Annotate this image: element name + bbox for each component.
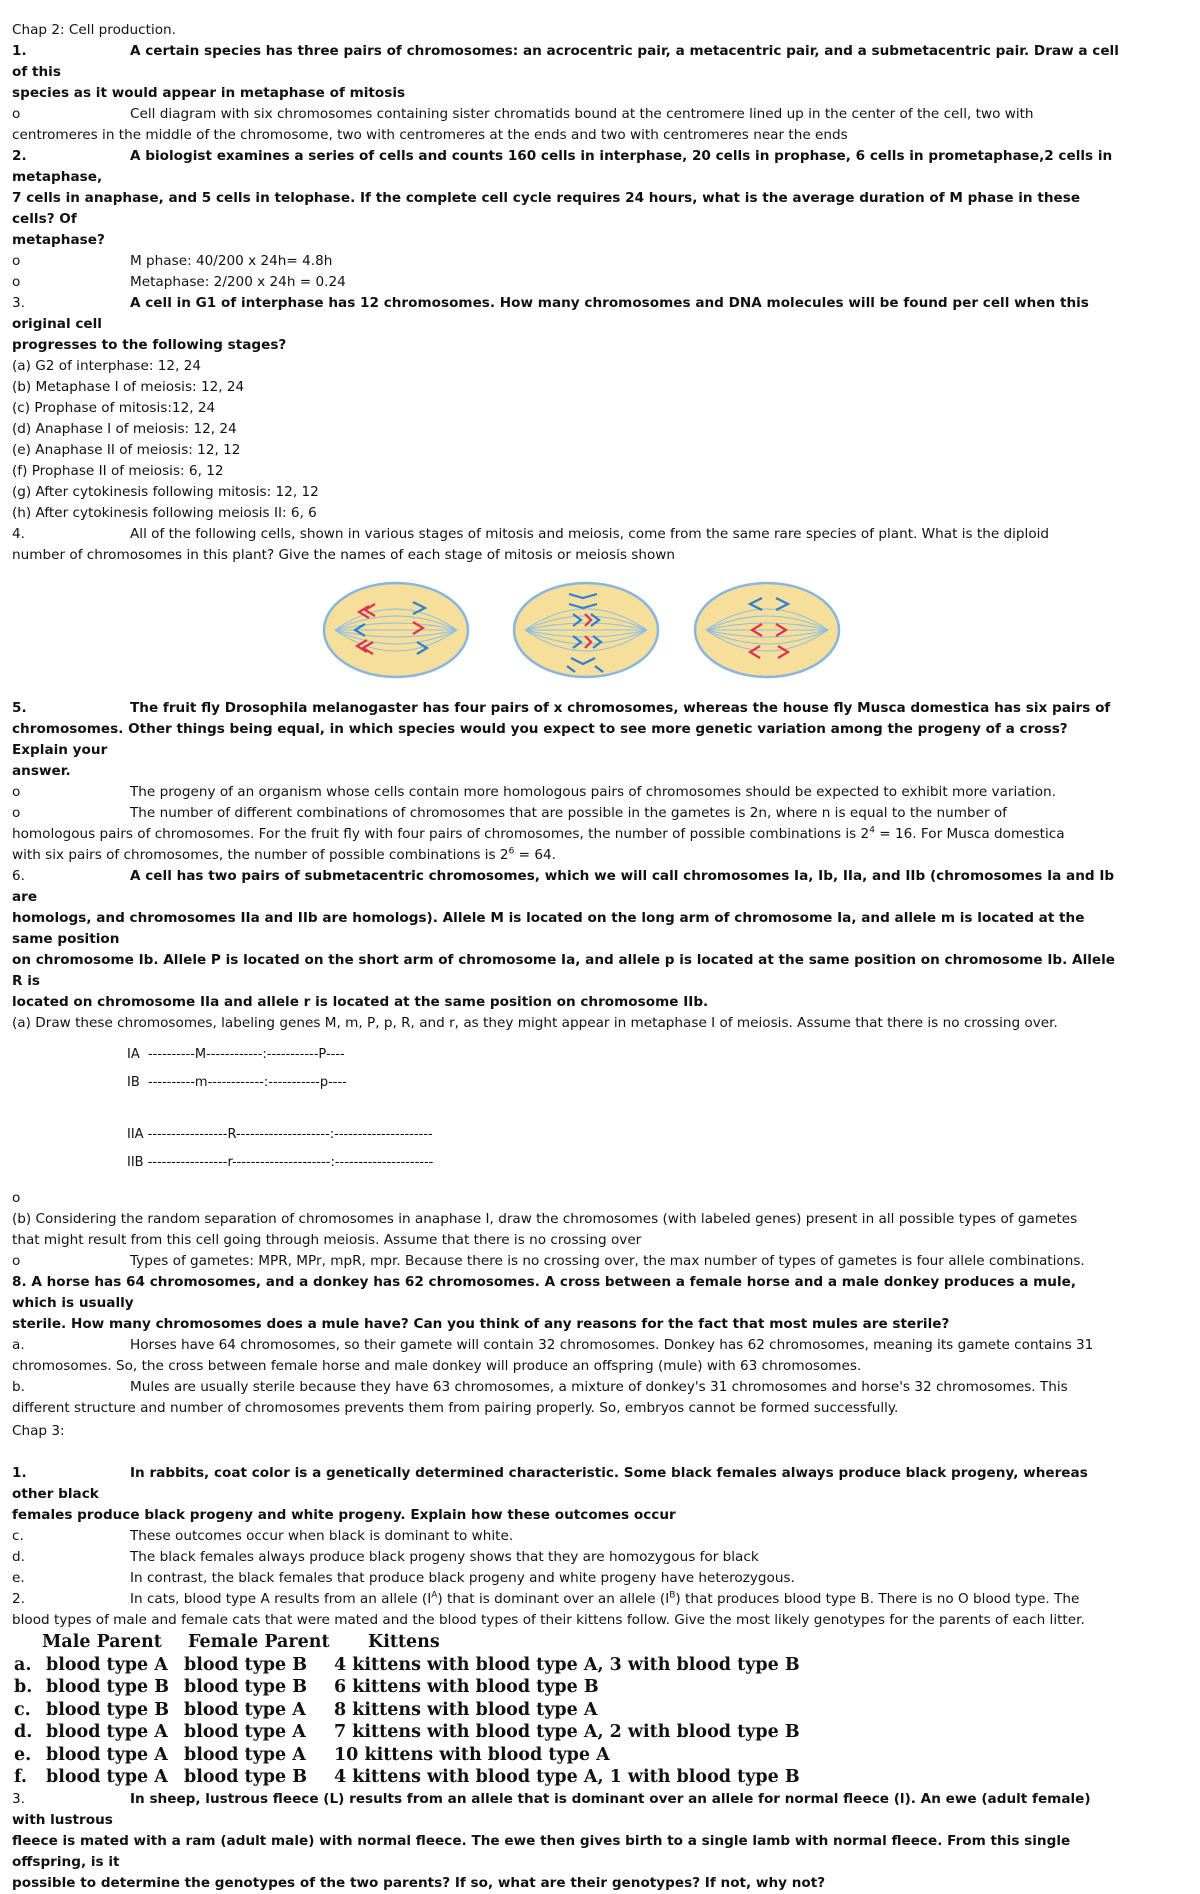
question-4-cont: number of chromosomes in this plant? Give the names of each stage of mitosis or meiosis shown: [12, 547, 676, 563]
cell-diagram-1: [321, 580, 471, 680]
spacer: [12, 1442, 1122, 1463]
answer-3f: (f) Prophase II of meiosis: 6, 12: [12, 463, 224, 479]
question-6b: (b) Considering the random separation of chromosomes in anaphase I, draw the chromosomes (with labeled genes) present in all possible types of gametes: [12, 1211, 1078, 1227]
answer-5a: o The progeny of an organism whose cells contain more homologous pairs of chromosomes should be expected to exhibit more variation.: [12, 784, 1056, 800]
header-female: Female Parent: [188, 1632, 330, 1652]
answer-3g: (g) After cytokinesis following mitosis: 12, 12: [12, 484, 319, 500]
question-1: 1. A certain species has three pairs of chromosomes: an acrocentric pair, a metacentric pair, and a submetacentric pair. Draw a cell of this: [12, 43, 1119, 80]
question-2-cont: 7 cells in anaphase, and 5 cells in telophase. If the complete cell cycle requires 24 hours, what is the average duration of M phase in these cells? Of: [12, 190, 1081, 227]
question-6-cont2: on chromosome Ib. Allele P is located on the short arm of chromosome Ia, and allele p is located at the same position on chromosome Ib. Allele R is: [12, 952, 1115, 989]
table-header: [12, 1631, 1122, 1654]
table-row: f. blood type A blood type B 4 kittens with blood type A, 1 with blood type B: [14, 1767, 800, 1787]
question-3-cont: progresses to the following stages?: [12, 337, 287, 353]
header-kittens: Kittens: [368, 1632, 440, 1652]
question-5: 5. The fruit fly Drosophila melanogaster has four pairs of x chromosomes, whereas the house fly Musca domestica has six pairs of: [12, 700, 1111, 716]
question-5-cont2: answer.: [12, 763, 71, 779]
bullet-empty: o: [12, 1190, 21, 1206]
blood-type-table: [12, 1631, 1122, 1789]
answer-2a: o M phase: 40/200 x 24h= 4.8h: [12, 253, 333, 269]
answer-1: o Cell diagram with six chromosomes containing sister chromatids bound at the centromere lined up in the center of the cell, two with: [12, 106, 1034, 122]
answer-3b: (b) Metaphase I of meiosis: 12, 24: [12, 379, 245, 395]
c3-question-3: 3. In sheep, lustrous fleece (L) results from an allele that is dominant over an allele for normal fleece (l). An ewe (adult female) with lustrous: [12, 1790, 1091, 1828]
c3-question-1-cont: females produce black progeny and white progeny. Explain how these outcomes occur: [12, 1507, 676, 1523]
question-8: 8. A horse has 64 chromosomes, and a donkey has 62 chromosomes. A cross between a female horse and a male donkey produces a mule, which is usually: [12, 1274, 1077, 1311]
question-6: 6. A cell has two pairs of submetacentric chromosomes, which we will call chromosomes Ia, Ib, IIa, and IIb (chromosomes Ia and Ib are: [12, 868, 1115, 905]
document-page: [12, 20, 1122, 1894]
chromosome-iia: IIA -----------------R--------------------:---------------------: [127, 1127, 433, 1142]
table-row: d. blood type A blood type A 7 kittens with blood type A, 2 with blood type B: [14, 1722, 800, 1742]
chapter-3-title: Chap 3:: [12, 1423, 65, 1439]
answer-2b: o Metaphase: 2/200 x 24h = 0.24: [12, 274, 346, 290]
header-male: Male Parent: [42, 1632, 162, 1652]
chromosome-ib: IB ----------m------------:-----------p----: [127, 1075, 347, 1090]
answer-5b: o The number of different combinations of chromosomes that are possible in the gametes is 2n, where n is equal to the number of: [12, 805, 1007, 821]
question-5-cont: chromosomes. Other things being equal, in which species would you expect to see more genetic variation among the progeny of a cross? Explain your: [12, 721, 1068, 758]
cell-diagrams: [12, 566, 1122, 698]
question-3: 3. A cell in G1 of interphase has 12 chromosomes. How many chromosomes and DNA molecules will be found per cell when this original cell: [12, 295, 1089, 332]
answer-8a-cont: chromosomes. So, the cross between female horse and male donkey will produce an offspring (mule) with 63 chromosomes.: [12, 1358, 862, 1374]
answer-1-cont: centromeres in the middle of the chromosome, two with centromeres at the ends and two with centromeres near the ends: [12, 127, 848, 143]
answer-8a: a. Horses have 64 chromosomes, so their gamete will contain 32 chromosomes. Donkey has 62 chromosomes, meaning its gamete contains 31: [12, 1337, 1094, 1353]
table-row: e. blood type A blood type A 10 kittens with blood type A: [14, 1744, 610, 1765]
c3-question-2: 2. In cats, blood type A results from an allele $(I^A)$ that is dominant over an allele $(I^B)$ that produces blood type B. There is no O blood type. The: [12, 1590, 1080, 1607]
answer-3h: (h) After cytokinesis following meiosis II: 6, 6: [12, 505, 317, 521]
c3-answer-1d: d. The black females always produce black progeny shows that they are homozygous for black: [12, 1549, 759, 1565]
answer-6b: o Types of gametes: MPR, MPr, mpR, mpr. Because there is no crossing over, the max number of types of gametes is four allele combinations.: [12, 1253, 1085, 1269]
chromosome-iib: IIB -----------------r---------------------:---------------------: [127, 1155, 434, 1170]
question-8-cont: sterile. How many chromosomes does a mule have? Can you think of any reasons for the fact that most mules are sterile?: [12, 1316, 950, 1332]
answer-5c: homologous pairs of chromosomes. For the fruit fly with four pairs of chromosomes, the number of possible combinations is $2^4 = 16$. For Musca domestica: [12, 825, 1065, 842]
answer-3e: (e) Anaphase II of meiosis: 12, 12: [12, 442, 241, 458]
answer-3a: (a) G2 of interphase: 12, 24: [12, 358, 202, 374]
table-row: b. blood type B blood type B 6 kittens with blood type B: [14, 1677, 599, 1697]
c3-question-2-cont: blood types of male and female cats that were mated and the blood types of their kittens follow. Give the most likely genotypes for the parents of each litter.: [12, 1612, 1085, 1628]
answer-3d: (d) Anaphase I of meiosis: 12, 24: [12, 421, 237, 437]
c3-answer-1c: c. These outcomes occur when black is dominant to white.: [12, 1528, 514, 1544]
answer-8b: b. Mules are usually sterile because they have 63 chromosomes, a mixture of donkey's 31 chromosomes and horse's 32 chromosomes. This: [12, 1379, 1068, 1395]
chromosome-ia: IA ----------M------------:-----------P----: [127, 1047, 345, 1062]
cell-diagram-3: [692, 580, 842, 680]
chapter-title: Chap 2: Cell production.: [12, 22, 176, 38]
question-6-cont3: located on chromosome IIa and allele r is located at the same position on chromosome IIb.: [12, 994, 709, 1010]
answer-5d: with six pairs of chromosomes, the number of possible combinations is $2^6 = 64$.: [12, 846, 556, 863]
question-1-cont: species as it would appear in metaphase of mitosis: [12, 85, 406, 101]
question-4: 4. All of the following cells, shown in various stages of mitosis and meiosis, come from the same rare species of plant. What is the diploid: [12, 526, 1050, 542]
c3-question-1: 1. In rabbits, coat color is a genetically determined characteristic. Some black females always produce black progeny, whereas other black: [12, 1465, 1088, 1502]
chromosome-drawing: [12, 1034, 1122, 1188]
answer-8b-cont: different structure and number of chromosomes prevents them from pairing properly. So, embryos cannot be formed successfully.: [12, 1400, 899, 1416]
cell-diagram-2: [511, 580, 661, 680]
c3-question-3-cont2: possible to determine the genotypes of the two parents? If so, what are their genotypes? If not, why not?: [12, 1874, 826, 1891]
table-row: a. blood type A blood type B 4 kittens with blood type A, 3 with blood type B: [14, 1654, 800, 1675]
question-2-cont2: metaphase?: [12, 232, 105, 248]
c3-answer-1e: e. In contrast, the black females that produce black progeny and white progeny have heterozygous.: [12, 1570, 795, 1586]
table-row: c. blood type B blood type A 8 kittens with blood type A: [14, 1699, 598, 1720]
question-2: 2. A biologist examines a series of cells and counts 160 cells in interphase, 20 cells in prophase, 6 cells in prometaphase,2 cells in metaphase,: [12, 148, 1113, 185]
answer-3c: (c) Prophase of mitosis:12, 24: [12, 400, 216, 416]
c3-question-3-cont: fleece is mated with a ram (adult male) with normal fleece. The ewe then gives birth to a single lamb with normal fleece. From this single offspring, is it: [12, 1832, 1071, 1870]
question-6a: (a) Draw these chromosomes, labeling genes M, m, P, p, R, and r, as they might appear in metaphase I of meiosis. Assume that there is no crossing over.: [12, 1015, 1058, 1031]
question-6b-cont: that might result from this cell going through meiosis. Assume that there is no crossing over: [12, 1232, 642, 1248]
question-6-cont: homologs, and chromosomes IIa and IIb are homologs). Allele M is located on the long arm of chromosome Ia, and allele m is located at the same position: [12, 910, 1085, 947]
